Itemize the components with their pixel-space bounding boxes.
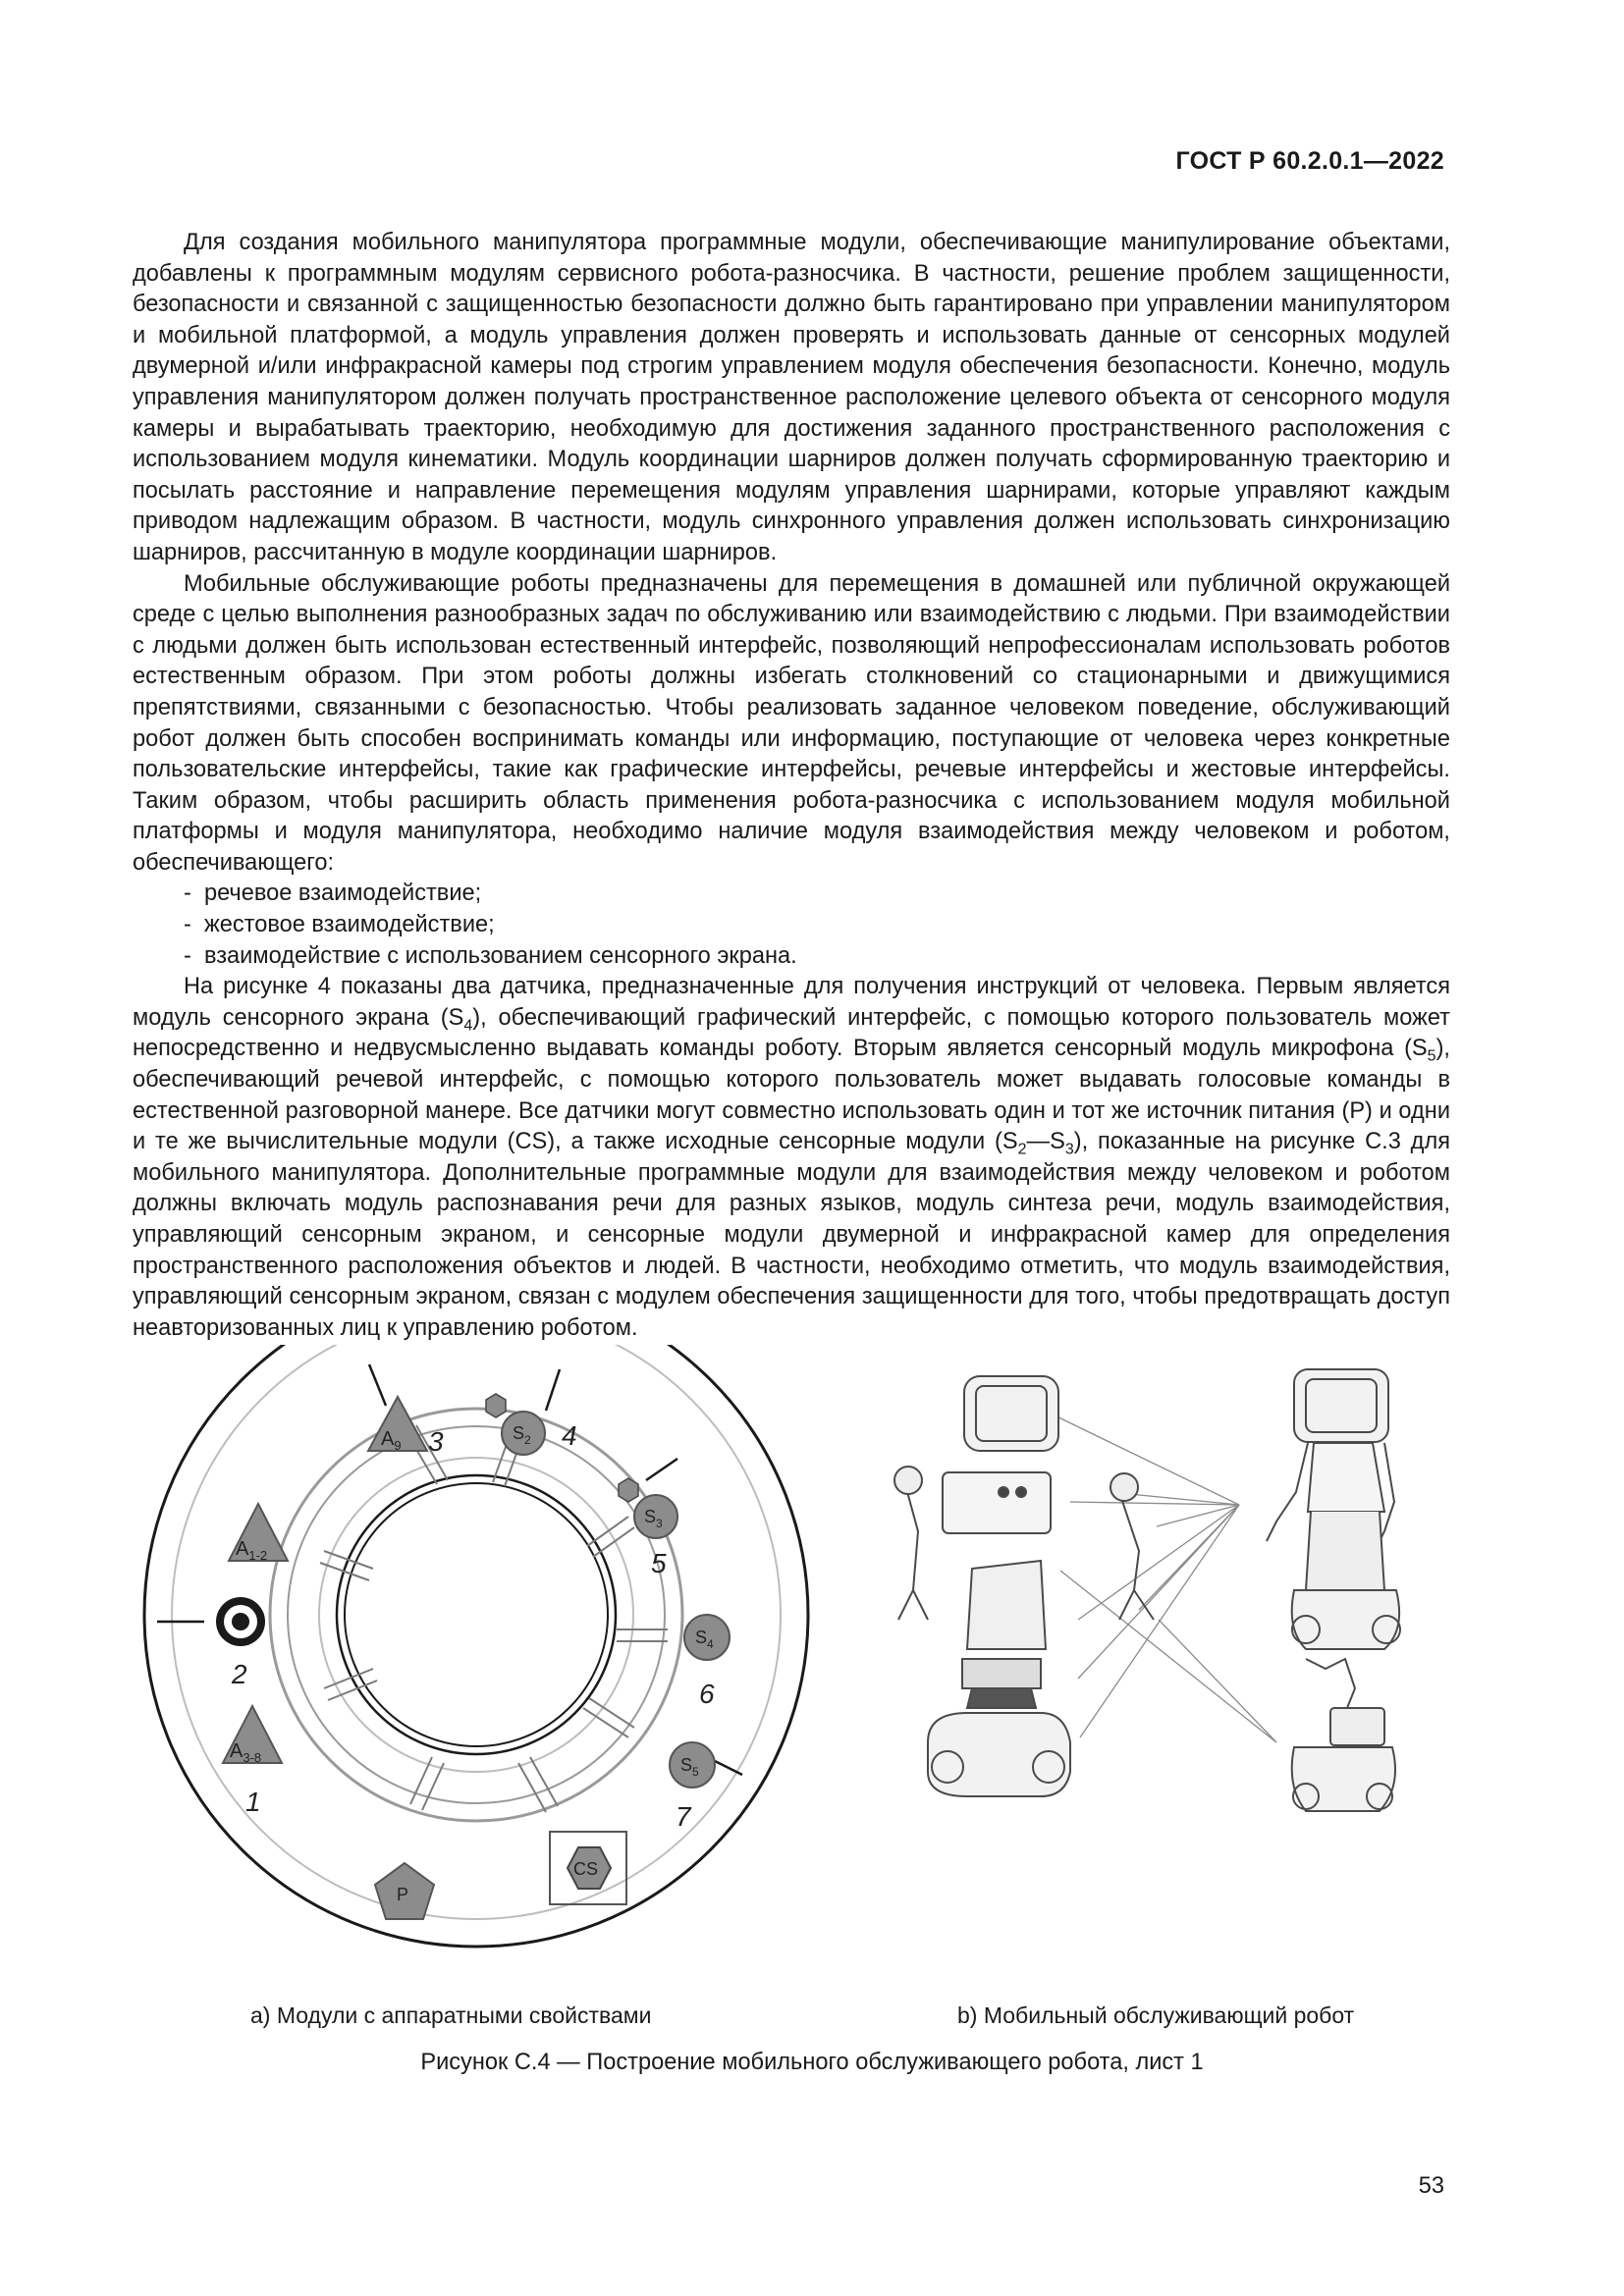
svg-text:A9: $A_9$ bbox=[381, 1428, 402, 1453]
module-a3-8 bbox=[223, 1706, 282, 1817]
figure-title: Рисунок С.4 — Построение мобильного обслуживающего робота, лист 1 bbox=[420, 2050, 1204, 2075]
module-s3 bbox=[619, 1478, 677, 1578]
svg-text:4: 4 bbox=[562, 1420, 577, 1451]
page-number: 53 bbox=[1418, 2173, 1444, 2199]
document-header: ГОСТ Р 60.2.0.1—2022 bbox=[1175, 147, 1444, 175]
list-item: - жестовое взаимодействие; bbox=[133, 910, 1450, 941]
module-a9 bbox=[368, 1397, 444, 1457]
svg-text:7: 7 bbox=[676, 1801, 691, 1832]
svg-text:S5: $S_5$ bbox=[680, 1755, 699, 1779]
svg-text:5: 5 bbox=[651, 1548, 667, 1578]
module-a1-2 bbox=[229, 1504, 288, 1563]
module-p bbox=[375, 1863, 434, 1919]
body-text bbox=[133, 228, 1450, 1344]
svg-text:P: P bbox=[397, 1885, 409, 1904]
module-cs bbox=[550, 1832, 626, 1904]
svg-text:S2: $S_2$ bbox=[513, 1423, 531, 1447]
target-icon bbox=[216, 1597, 265, 1689]
svg-text:A1-2: $A_{1-2}$ bbox=[236, 1538, 268, 1563]
svg-text:1: 1 bbox=[245, 1787, 261, 1817]
svg-text:S4: $S_4$ bbox=[695, 1628, 714, 1651]
paragraph-3: На рисунке 4 показаны два датчика, предназначенные для получения инструкций от человека. Первым является модуль сенсорного экрана $(S_4)$, обеспечивающий графический интерфейс, с помощью которого пользователь может непосредственно и недвусмысленно выдавать команды роботу. Вторым является сенсорный модуль микрофона $(S_5)$, обеспечивающий речевой интерфейс, с помощью которого пользователь может выдавать голосовые команды в естественной разговорной манере. Все датчики могут совместно использовать один и тот же источник питания (P) и одни и те же вычислительные модули (CS), а также исходные сенсорные модули $(S_2—S_3)$, показанные на рисунке С.3 для мобильного манипулятора. Дополнительные программные модули для взаимодействия между человеком и роботом должны включать модуль распознавания речи для разных языков, модуль синтеза речи, модуль взаимодействия, управляющий сенсорным экраном, и сенсорные модули двумерной и инфракрасной камер для определения пространственного расположения объектов и людей. В частности, необходимо отметить, что модуль взаимодействия, управляющий сенсорным экраном, связан с модулем обеспечения защищенности для того, чтобы предотвращать доступ неавторизованных лиц к управлению роботом. bbox=[133, 974, 1450, 1341]
svg-text:S3: $S_3$ bbox=[644, 1507, 663, 1530]
list-item: - взаимодействие с использованием сенсорного экрана. bbox=[133, 941, 1450, 973]
caption-b: b) Мобильный обслуживающий робот bbox=[957, 2002, 1355, 2028]
module-s2 bbox=[486, 1394, 577, 1455]
paragraph-1: Для создания мобильного манипулятора программные модули, обеспечивающие манипулирование объектами, добавлены к программным модулям сервисного робота-разносчика. В частности, решение проблем защищенности, безопасности и связанной с защищенностью безопасности должно быть гарантировано при управлении манипулятором и мобильной платформой, а модуль управления должен проверять и использовать данные от сенсорных модулей двумерной и/или инфракрасной камеры под строгим управлением модуля обеспечения безопасности. Конечно, модуль управления манипулятором должен получать пространственное расположение целевого объекта от сенсорного модуля камеры и вырабатывать траекторию, необходимую для достижения заданного пространственного расположения с использованием модуля кинематики. Модуль координации шарниров должен получать сформированную траекторию и посылать расстояние и направление перемещения модулям управления шарнирами, которые управляют каждым приводом надлежащим образом. В частности, модуль синхронного управления должен использовать синхронизацию шарниров, рассчитанную в модуле координации шарниров. bbox=[133, 230, 1450, 565]
paragraph-2: Мобильные обслуживающие роботы предназначены для перемещения в домашней или публичной окружающей среде с целью выполнения разнообразных задач по обслуживанию или взаимодействию с людьми. При взаимодействии с людьми должен быть использован естественный интерфейс, позволяющий непрофессионалам использовать роботов естественным образом. При этом роботы должны избегать столкновений со стационарными и движущимися препятствиями, связанными с безопасностью. Чтобы реализовать заданное человеком поведение, обслуживающий робот должен быть способен воспринимать команды или информацию, поступающие от человека через конкретные пользовательские интерфейсы, такие как графические интерфейсы, речевые интерфейсы и жестовые интерфейсы. Таким образом, чтобы расширить область применения робота-разносчика с использованием модуля мобильной платформы и модуля манипулятора, необходимо наличие модуля взаимодействия между человеком и роботом, обеспечивающего: bbox=[133, 570, 1450, 876]
interaction-list bbox=[133, 879, 1450, 972]
svg-text:A3-8: $A_{3-8}$ bbox=[230, 1740, 262, 1765]
list-item: - речевое взаимодействие; bbox=[133, 879, 1450, 910]
svg-text:3: 3 bbox=[428, 1426, 444, 1457]
svg-text:CS: CS bbox=[573, 1859, 599, 1879]
svg-text:6: 6 bbox=[699, 1679, 715, 1709]
robot-illustration bbox=[854, 1350, 1404, 1939]
module-s5 bbox=[670, 1742, 715, 1832]
modules-diagram bbox=[137, 1345, 815, 1973]
caption-a: а) Модули с аппаратными свойствами bbox=[250, 2002, 652, 2028]
svg-text:2: 2 bbox=[232, 1659, 247, 1689]
module-s4 bbox=[684, 1615, 730, 1709]
